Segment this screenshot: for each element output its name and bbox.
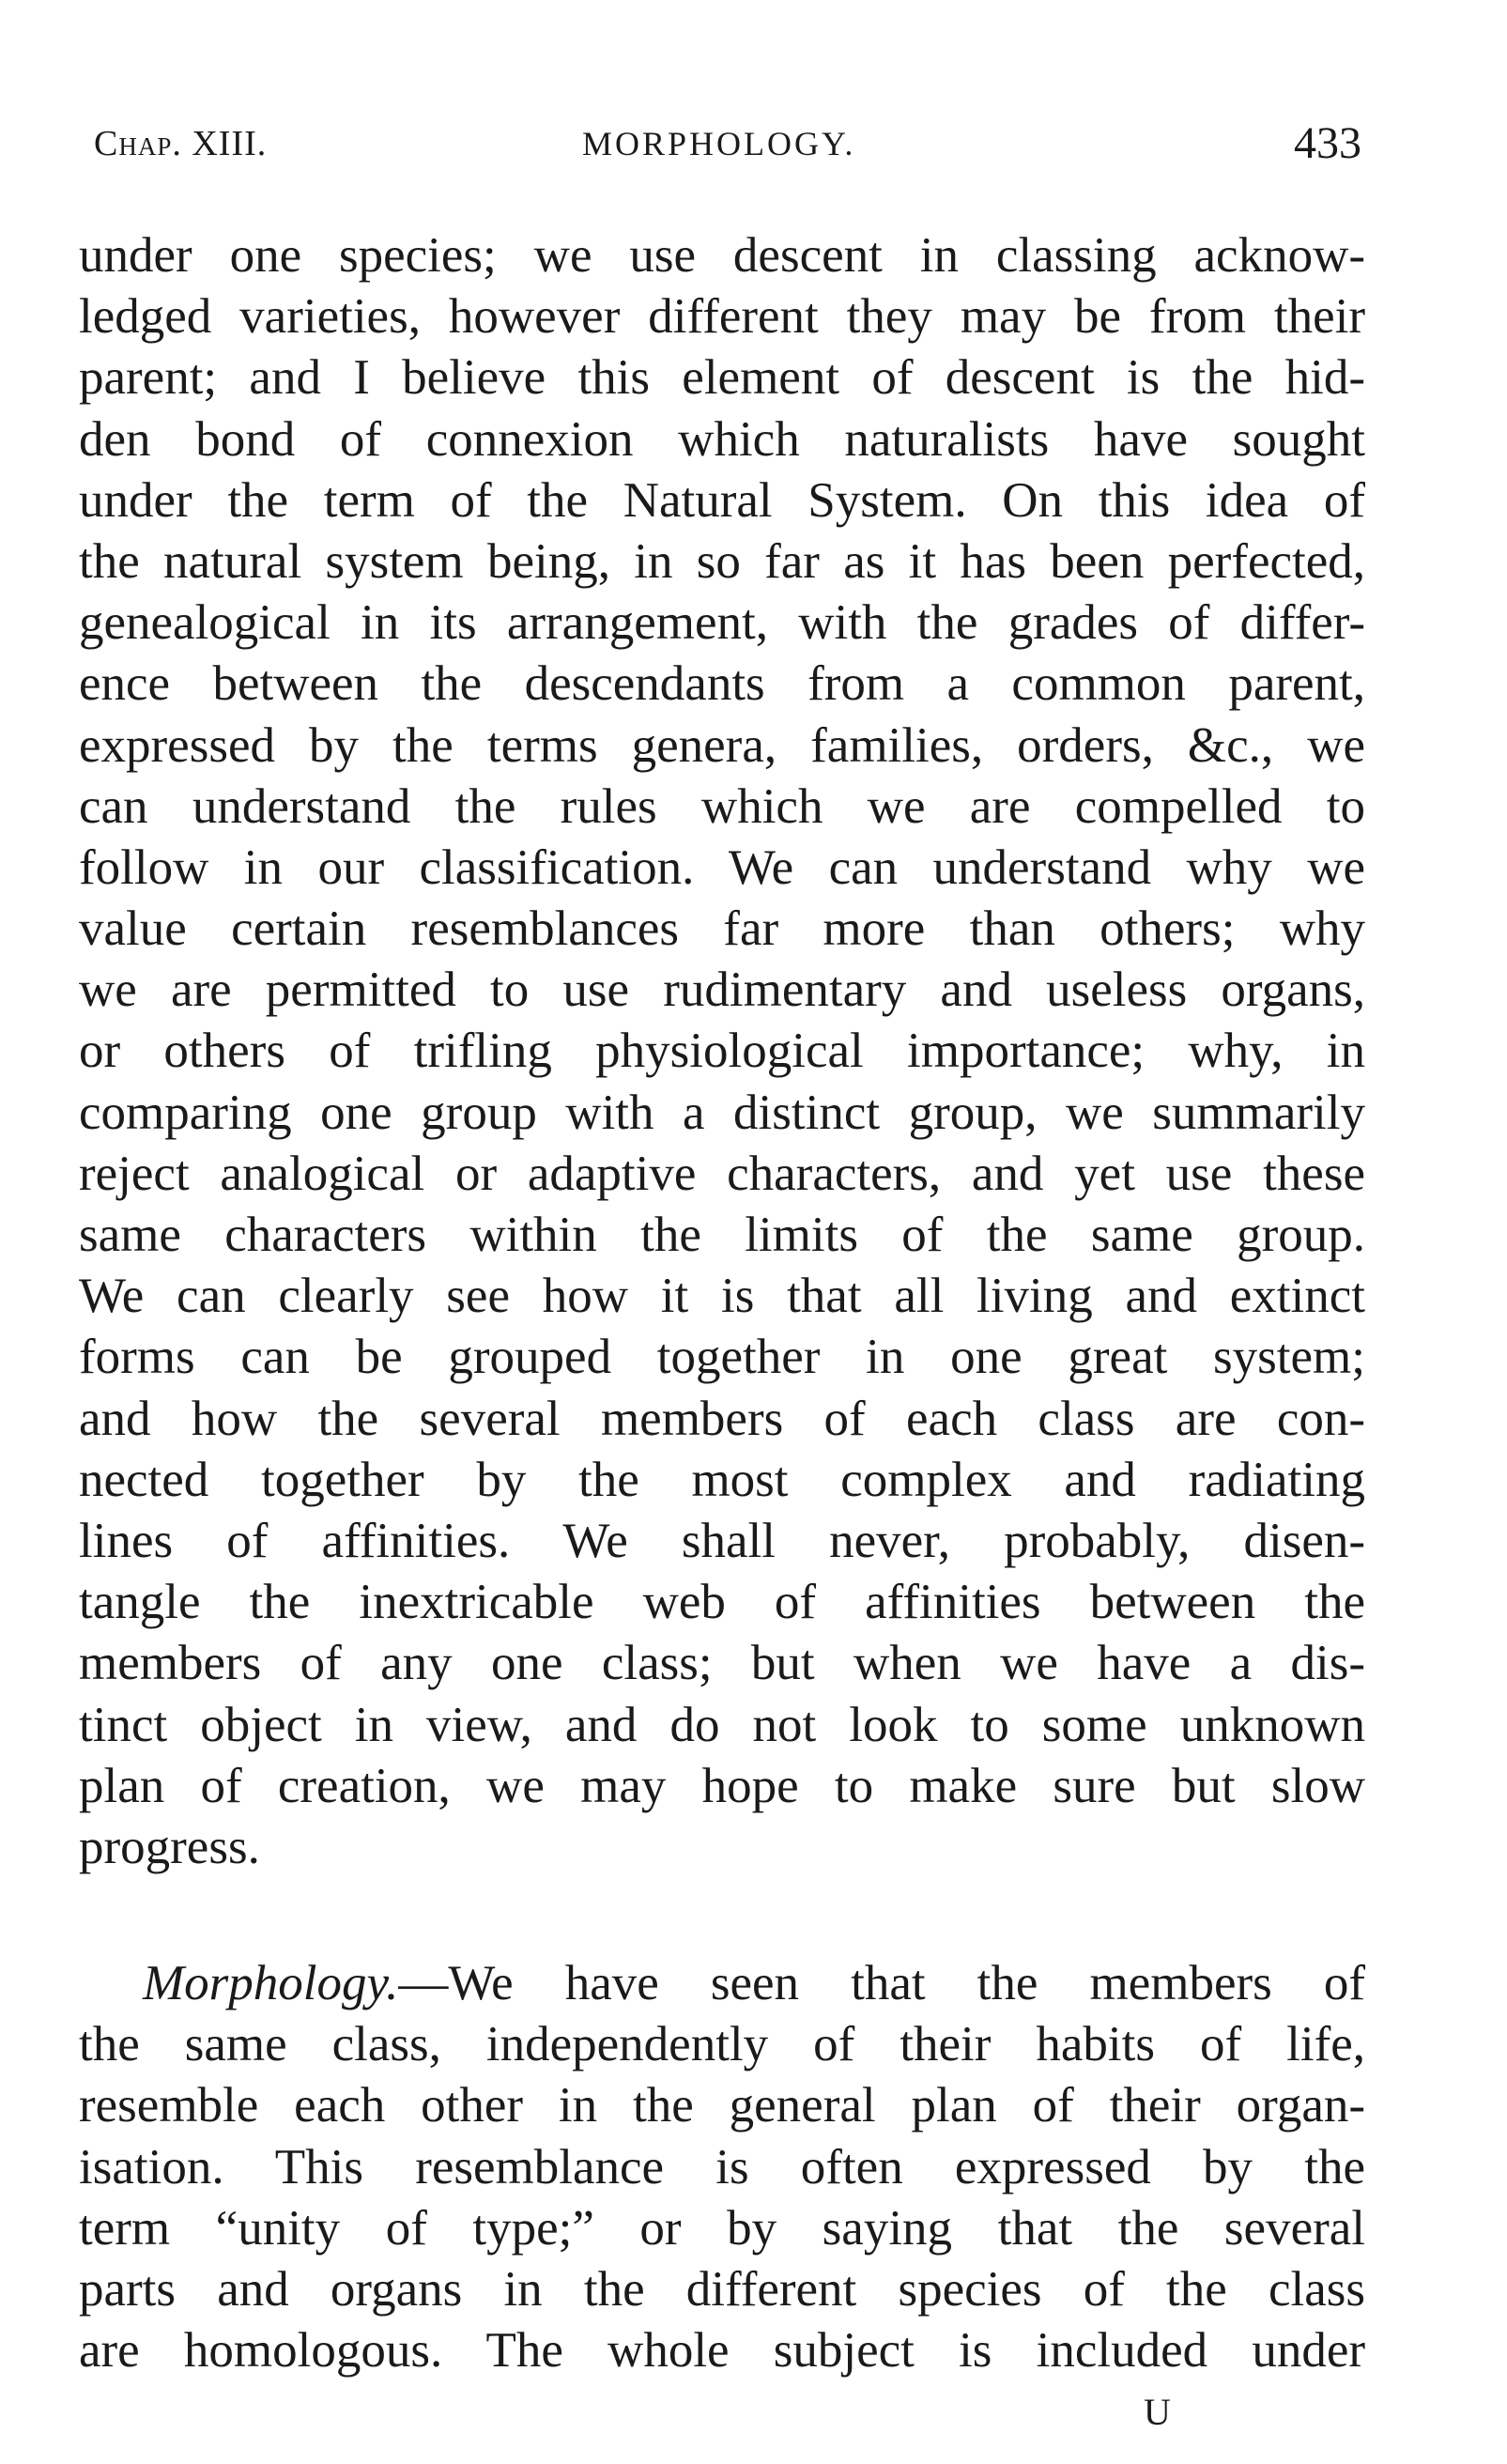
text-line: are homologous. The whole subject is included under [79,2323,1365,2379]
text-line: progress. [79,1819,260,1874]
text-line: tangle the inextricable web of affinities between the [79,1575,1365,1630]
text-line: forms can be grouped together in one great system; [79,1330,1365,1385]
text-line: under the term of the Natural System. On this idea of [79,472,1365,528]
text-line-lead [79,1953,1365,2014]
text-line: ledged varieties, however different they may be from their [79,289,1365,345]
text-line: nected together by the most complex and radiating [79,1452,1365,1507]
text-line: den bond of connexion which naturalists have sought [79,411,1365,467]
text-line: value certain resemblances far more than others; why [79,901,1365,957]
lead-text: —We have seen that the members of [398,1956,1365,2010]
page-title: MORPHOLOGY. [582,125,856,162]
text-line: or others of trifling physiological importance; why, in [79,1024,1365,1079]
chapter-label: Chap. XIII. [94,124,268,163]
text-line: reject analogical or adaptive characters, and yet use these [79,1146,1365,1201]
paragraph-morphology [79,1953,1365,2381]
text-line: can understand the rules which we are compelled to [79,778,1365,834]
page-number: 433 [1294,118,1361,168]
text-line: parent; and I believe this element of descent is the hid- [79,350,1365,406]
text-line: same characters within the limits of the same group. [79,1208,1365,1262]
signature-mark: U [1144,2391,1173,2433]
text-line: resemble each other in the general plan of their organ- [79,2078,1365,2133]
text-line: we are permitted to use rudimentary and useless organs, [79,962,1365,1018]
section-heading: Morphology. [143,1956,399,2010]
text-line: term “unity of type;” or by saying that the several [79,2200,1365,2256]
text-line: isation. This resemblance is often expressed by the [79,2139,1365,2194]
text-line: the natural system being, in so far as it has been perfected, [79,533,1365,589]
text-line: lines of affinities. We shall never, probably, disen- [79,1513,1365,1568]
text-line: under one species; we use descent in classing acknow- [79,228,1365,283]
text-line: follow in our classification. We can understand why we [79,839,1365,895]
text-line: members of any one class; but when we have a dis- [79,1636,1365,1691]
running-head [94,111,1361,177]
text-line: We can clearly see how it is that all living and extinct [79,1269,1365,1324]
paragraph-descent [79,225,1365,1878]
text-line: plan of creation, we may hope to make sure but slow [79,1758,1365,1813]
text-line: expressed by the terms genera, families, orders, &c., we [79,717,1365,773]
text-line: ence between the descendants from a common parent, [79,656,1365,712]
text-line: and how the several members of each class are con- [79,1391,1365,1446]
text-line: parts and organs in the different species of the class [79,2261,1365,2317]
text-line: tinct object in view, and do not look to some unknown [79,1697,1365,1752]
text-line: genealogical in its arrangement, with the grades of differ- [79,595,1365,651]
text-line: comparing one group with a distinct group, we summarily [79,1085,1365,1140]
text-line: the same class, independently of their habits of life, [79,2017,1365,2072]
